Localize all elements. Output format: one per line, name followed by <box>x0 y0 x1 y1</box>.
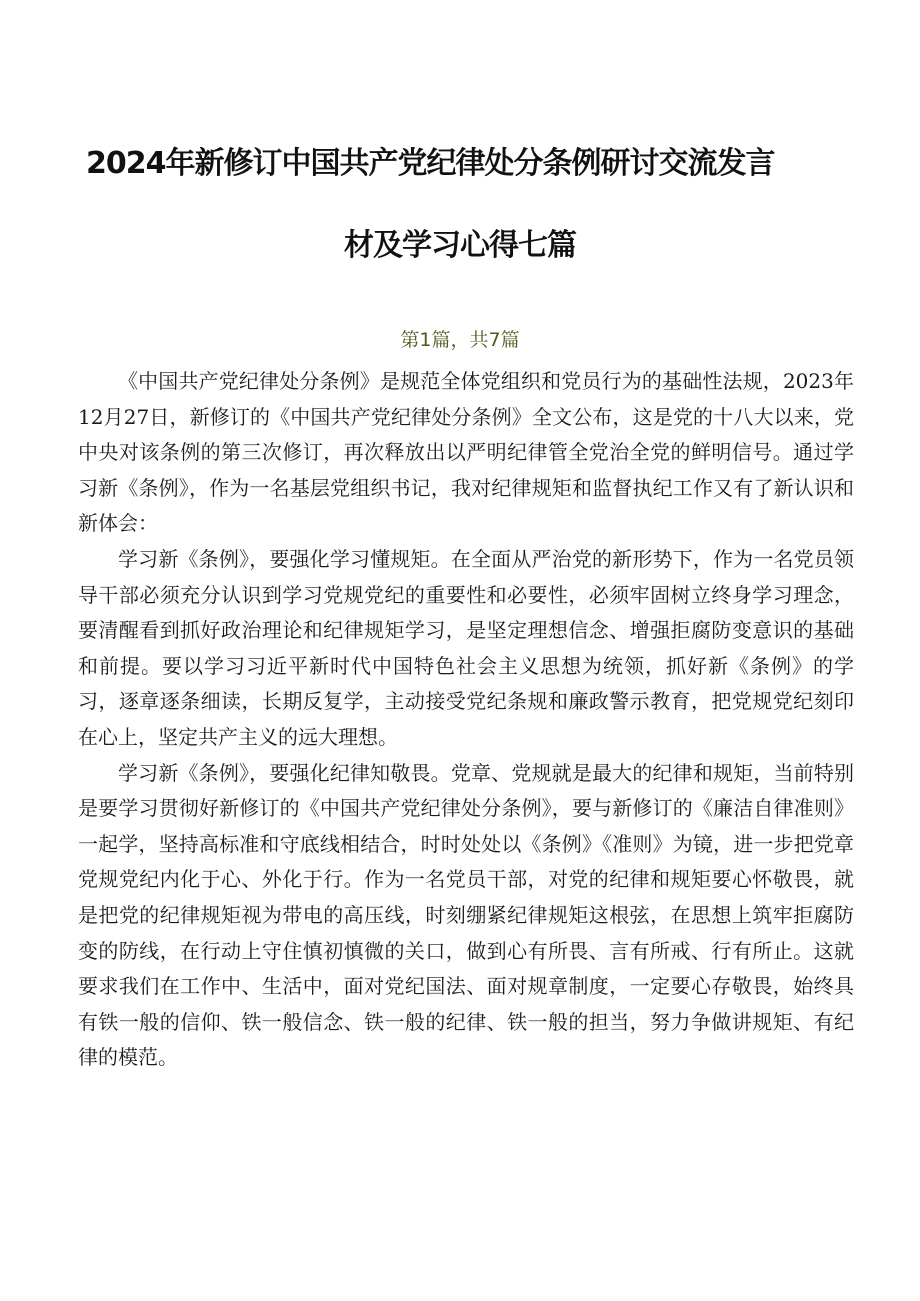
paragraph-study-rules: 学习新《条例》，要强化学习懂规矩。在全面从严治党的新形势下，作为一名党员领导干部必须充分认识到学习党规党纪的重要性和必要性，必须牢固树立终身学习理念，要清醒看到抓好政治理论和纪律规矩学习，是坚定理想信念、增强拒腐防变意识的基础和前提。要以学习习近平新时代中国特色社会主义思想为统领，抓好新《条例》的学习，逐章逐条细读，长期反复学，主动接受党纪条规和廉政警示教育，把党规党纪刻印在心上，坚定共产主义的远大理想。 <box>78 546 854 749</box>
article-counter: 第1篇，共7篇 <box>400 329 520 351</box>
document-title-line-2: 材及学习心得七篇 <box>344 228 576 263</box>
document-body <box>78 364 854 1076</box>
document-title-line-1: 2024年新修订中国共产党纪律处分条例研讨交流发言 <box>86 146 775 181</box>
paragraph-discipline-awe: 学习新《条例》，要强化纪律知敬畏。党章、党规就是最大的纪律和规矩，当前特别是要学习贯彻好新修订的《中国共产党纪律处分条例》，要与新修订的《廉洁自律准则》一起学，坚持高标准和守底线相结合，时时处处以《条例》《准则》为镜，进一步把党章党规党纪内化于心、外化于行。作为一名党员干部，对党的纪律和规矩要心怀敬畏，就是把党的纪律规矩视为带电的高压线，时刻绷紧纪律规矩这根弦，在思想上筑牢拒腐防变的防线，在行动上守住慎初慎微的关口，做到心有所畏、言有所戒、行有所止。这就要求我们在工作中、生活中，面对党纪国法、面对规章制度，一定要心存敬畏，始终具有铁一般的信仰、铁一般信念、铁一般的纪律、铁一般的担当，努力争做讲规矩、有纪律的模范。 <box>78 760 854 1070</box>
paragraph-intro: 《中国共产党纪律处分条例》是规范全体党组织和党员行为的基础性法规，2023年12月27日，新修订的《中国共产党纪律处分条例》全文公布，这是党的十八大以来，党中央对该条例的第三次修订，再次释放出以严明纪律管全党治全党的鲜明信号。通过学习新《条例》，作为一名基层党组织书记，我对纪律规矩和监督执纪工作又有了新认识和新体会： <box>78 369 854 536</box>
